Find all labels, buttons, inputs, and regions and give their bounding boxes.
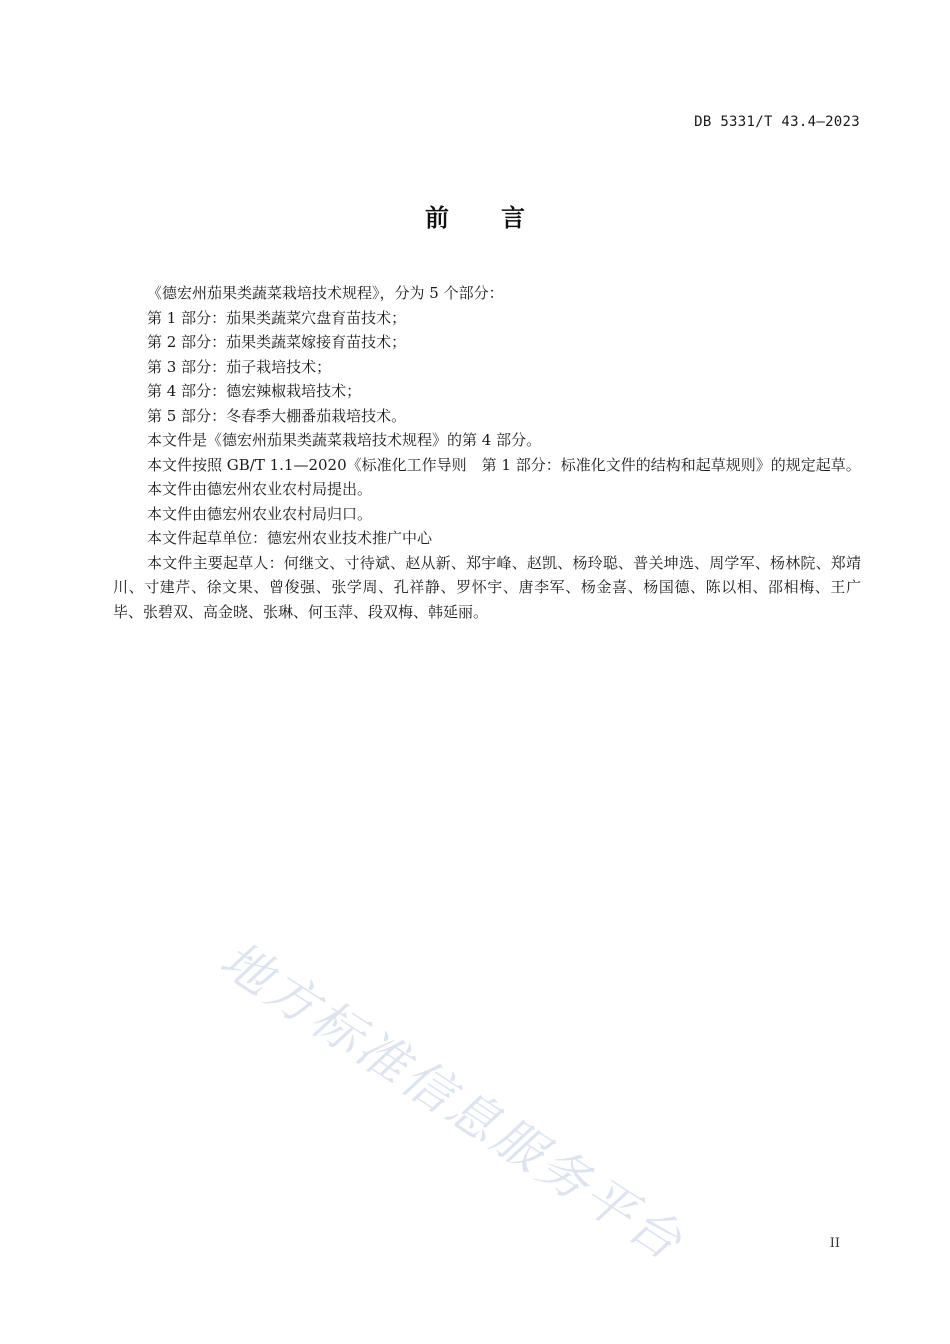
document-body <box>113 281 861 624</box>
paragraph-part-3: 第 3 部分：茄子栽培技术； <box>147 357 332 376</box>
paragraph-drafting-rules: 本文件按照 GB/T 1.1—2020《标准化工作导则 第 1 部分：标准化文件的结构和起草规则》的规定起草。 <box>147 455 861 474</box>
paragraph-this-part: 本文件是《德宏州茄果类蔬菜栽培技术规程》的第 4 部分。 <box>147 431 542 449</box>
paragraph-part-2: 第 2 部分：茄果类蔬菜嫁接育苗技术； <box>147 333 407 351</box>
page-title: 前言 <box>425 204 577 232</box>
paragraph-drafters: 本文件主要起草人：何继文、寸待斌、赵从新、郑宇峰、赵凯、杨玲聪、普关坤选、周学军、杨林院、郑靖川、寸建芹、徐文果、曾俊强、张学周、孔祥静、罗怀宇、唐李军、杨金喜、杨国德、陈以相、邵相梅、王广毕、张碧双、高金晓、张琳、何玉萍、段双梅、韩延丽。 <box>113 553 861 621</box>
paragraph-drafting-unit: 本文件起草单位：德宏州农业技术推广中心 <box>147 529 433 547</box>
watermark: 地方标准信息服务平台 <box>210 930 695 1273</box>
paragraph-managed-by: 本文件由德宏州农业农村局归口。 <box>147 504 373 523</box>
paragraph-proposed-by: 本文件由德宏州农业农村局提出。 <box>147 480 373 498</box>
paragraph-part-5: 第 5 部分：冬春季大棚番茄栽培技术。 <box>147 406 407 425</box>
paragraph-part-1: 第 1 部分：茄果类蔬菜穴盘育苗技术； <box>147 308 407 327</box>
page-number: II <box>829 1236 840 1251</box>
paragraph-intro: 《德宏州茄果类蔬菜栽培技术规程》，分为 5 个部分： <box>147 284 504 302</box>
document-code: DB 5331/T 43.4—2023 <box>694 114 860 130</box>
paragraph-part-4: 第 4 部分：德宏辣椒栽培技术； <box>147 382 362 400</box>
